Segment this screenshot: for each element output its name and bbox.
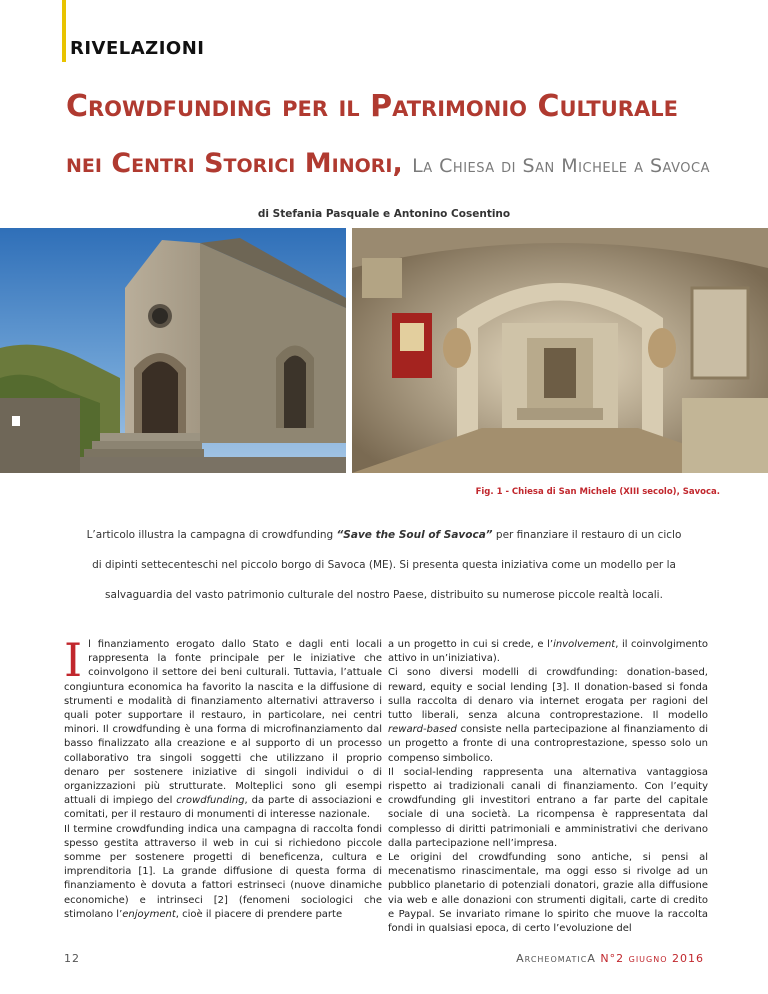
section-label: RIVELAZIONI [70,38,205,59]
body-column-left [64,633,382,922]
article-authors: di Stefania Pasquale e Antonino Cosentino [257,208,511,220]
emphasis-text: crowdfunding [176,795,245,807]
paragraph-text: , il coinvolgimento attivo in un’iniziativa). [388,639,708,665]
figure-caption: Fig. 1 - Chiesa di San Michele (XIII secolo), Savoca. [475,487,720,497]
page-number: 12 [64,952,80,965]
article-title-line1: Crowdfunding per il Patrimonio Culturale [66,89,678,124]
paragraph-text: , cioè il piacere di prendere parte [175,908,343,920]
church-exterior-photo [0,228,346,473]
paragraph [64,633,382,823]
abstract-line-1 [82,520,686,550]
paragraph: Le origini del crowdfunding sono antiche, si pensi al mecenatismo rinascimentale, ma oggi esso si rivolge ad un pubblico planetario di potenziali donatori, grazie alla diffusione via web e alle donazioni con strumenti digitali, carte di credito e Paypal. Se invariato rimane lo spirito che muove la raccolta fondi in qualsiasi epoca, di certo l’evoluzione del [388,852,708,935]
emphasis-text: involvement [553,639,616,650]
paragraph [388,638,708,666]
journal-issue: N°2 giugno 2016 [600,952,704,965]
article-subtitle: La Chiesa di San Michele a Savoca [412,155,710,177]
body-column-right [388,638,708,936]
journal-name: ArcheomaticA [516,952,596,965]
paragraph: Il social-lending rappresenta una alternativa vantaggiosa rispetto ai tradizionali canali di finanziamento. Con l’equity crowdfunding gli investitori entrano a far parte del capitale sociale di una società. La ricompensa è rappresentata dal complesso di diritti patrimoniali e amministrativi che derivano dalla partecipazione nell’impresa. [388,766,708,849]
paragraph-text: a un progetto in cui si crede, e l’ [388,639,554,650]
paragraph-text: Ci sono diversi modelli di crowdfunding: donation-based, reward, equity e social lending [3]. Il donation-based si fonda sulla raccolta di denaro via internet erogata per ragioni del tutto liberali, senza alcuna controprestazione. Il modello [388,667,708,722]
abstract-post: per finanziare il restauro di un ciclo [492,529,682,541]
section-accent-bar [62,0,66,62]
church-interior-photo [352,228,768,473]
drop-cap: I [64,633,83,687]
article-title-main: nei Centri Storici Minori, [66,148,403,179]
paragraph [388,666,708,765]
article-title-line2 [66,150,736,177]
emphasis-text: reward-based [388,724,457,736]
journal-footer [516,952,704,965]
paragraph-text: l finanziamento erogato dallo Stato e dagli enti locali rappresenta la fonte principale per le iniziative che coinvolgono il settore dei beni culturali. Tuttavia, l’attuale congiuntura economica ha favorito la nascita e la diffusione di strumenti e modalità di finanziamento alternativi attraverso i quali poter supportare il restauro, in particolare, nei centri minori. Il crowdfunding è una forma di microfinanziamento dal basso finalizzato alla creazione e al supporto di un processo collaborativo tra singoli soggetti che utilizzano il proprio denaro per sostenere iniziative di singoli individui o di organizzazioni più strutturate. Molteplici sono gli esempi attuali di impiego del [64,639,382,807]
abstract-quote: “Save the Soul of Savoca” [336,529,493,541]
paragraph [64,823,382,922]
paragraph-text: , da parte di associazioni e comitati, per il restauro di monumenti di interesse nazionale. [64,795,382,821]
abstract-line-3: salvaguardia del vasto patrimonio culturale del nostro Paese, distribuito su numerose piccole realtà locali. [105,589,663,601]
church-exterior-illustration [0,228,346,473]
paragraph-text: Il termine crowdfunding indica una campagna di raccolta fondi spesso gestita attraverso il web in cui si richiedono piccole somme per sostenere progetti di beneficenza, cultura e imprenditoria [1]. La grande diffusione di questa forma di finanziamento è dovuta a fattori estrinseci (nuove dinamiche economiche) e intrinseci [2] (fenomeni sociologici che stimolano l’ [64,823,382,920]
emphasis-text: enjoyment [122,908,176,920]
abstract [82,520,686,610]
church-interior-illustration [352,228,768,473]
abstract-pre: L’articolo illustra la campagna di crowdfunding [86,529,337,541]
paragraph-text: consiste nella partecipazione al finanziamento di un progetto a fronte di una controprestazione, spesso solo un compenso simbolico. [388,724,708,764]
abstract-line-2: di dipinti settecenteschi nel piccolo borgo di Savoca (ME). Si presenta questa iniziativa come un modello per la [92,559,676,571]
